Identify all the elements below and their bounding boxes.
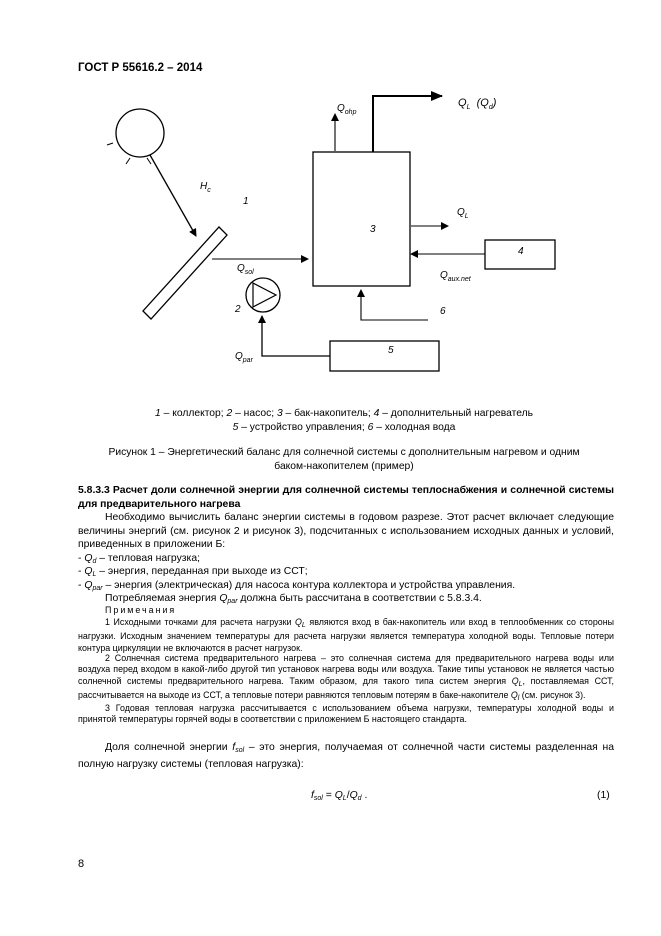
figure-caption-line1: Рисунок 1 – Энергетический баланс для солнечной системы с дополнительным нагревом и одним (108, 447, 580, 458)
label-1: 1 (243, 196, 249, 207)
label-4: 4 (518, 246, 524, 257)
equation-number: (1) (597, 790, 610, 801)
document-header: ГОСТ Р 55616.2 – 2014 (78, 62, 203, 74)
page-number: 8 (78, 858, 85, 870)
label-qohp: $Q_{ohp}$ (337, 103, 357, 116)
label-3: 3 (370, 224, 376, 235)
collector (143, 227, 227, 319)
section-title: 5.8.3.3 Расчет доли солнечной энергии для солнечной системы теплоснабжения и солнечной системы для предварительного нагрева (78, 485, 614, 510)
label-ql-qd: $Q_L$ $(Q_d)$ (458, 97, 497, 112)
sun-icon (107, 109, 164, 164)
figure-legend-line2: 5 – устройство управления; 6 – холодная вода (232, 422, 456, 433)
control-unit (330, 341, 439, 371)
label-qsol: $Q_{sol}$ (237, 263, 254, 276)
paragraph-fsol: Доля солнечной энергии fsol – это энергия, получаемая от солнечной части системы разделенная на полную нагрузку системы (тепловая нагрузка): (78, 742, 614, 770)
paragraph-intro: Необходимо вычислить баланс энергии системы в годовом разрезе. Этот расчет включает следующие величины энергий (см. рисунок 2 и рисунок 3), подсчитанных с использованием исходных данных и условий, приведенных в приложении Б: (78, 512, 614, 551)
pump-icon (246, 278, 280, 312)
figure-caption-line2: баком-накопителем (пример) (274, 461, 414, 472)
equation-fsol: fsol = QL/Qd . (311, 790, 368, 802)
label-5: 5 (388, 345, 394, 356)
load-outflow-arrow (373, 96, 442, 152)
label-6: 6 (440, 306, 446, 317)
note-3: 3 Годовая тепловая нагрузка рассчитывается с использованием объема нагрузки, температуры холодной воды и принятой температуры горячей воды в соответствии с приложением Б настоящего стандарта. (78, 703, 614, 725)
label-qpar: $Q_{par}$ (235, 351, 253, 364)
list-item-qpar: - Qpar – энергия (электрическая) для насоса контура коллектора и устройства управления. (78, 580, 516, 592)
irradiation-arrow (150, 155, 196, 236)
list-item-ql: - QL – энергия, переданная при выходе из ССТ; (78, 566, 308, 578)
label-qaux: $Q_{aux.net}$ (440, 270, 471, 283)
qpar-arrow (262, 316, 330, 356)
label-ql: $Q_L$ (457, 207, 469, 220)
note-2: 2 Солнечная система предварительного нагрева – это солнечная система для предварительного нагрева воды или воздуха перед входом в какой-либо другой тип установок нагрева воды или воздуха. Такие типы установок не является частью солнечной системы предварительного нагрева. Таким образом, для такого типа систем энергия $Q_L$, поставляемая ССТ, рассчитывается на выходе из ССТ, а тепловые потери равняются тепловым потерям в баке-накопителе $Q_l$ (см. рисунок 3). (78, 653, 614, 703)
label-hc: $H_c$ (200, 181, 211, 194)
cold-water-arrow (361, 290, 428, 320)
energy-balance-diagram (0, 0, 661, 400)
storage-tank (313, 152, 410, 286)
list-item-qd: - Qd – тепловая нагрузка; (78, 553, 200, 565)
note-1: 1 Исходными точками для расчета нагрузки $Q_L$ являются вход в бак-накопитель или вход в теплообменник со стороны нагрузки. Исходным значением температуры для расчета нагрузки является температура холодной воды. Тепловые потери контура циркуляции не включаются в расчет нагрузок. (78, 617, 615, 653)
paragraph-qpar: Потребляемая энергия Qpar должна быть рассчитана в соответствии с 5.8.3.4. (105, 593, 482, 605)
label-2: 2 (235, 304, 241, 315)
notes-title: Примечания (105, 605, 177, 615)
figure-legend-line1: 1 – коллектор; 2 – насос; 3 – бак-накопитель; 4 – дополнительный нагреватель (155, 408, 533, 419)
